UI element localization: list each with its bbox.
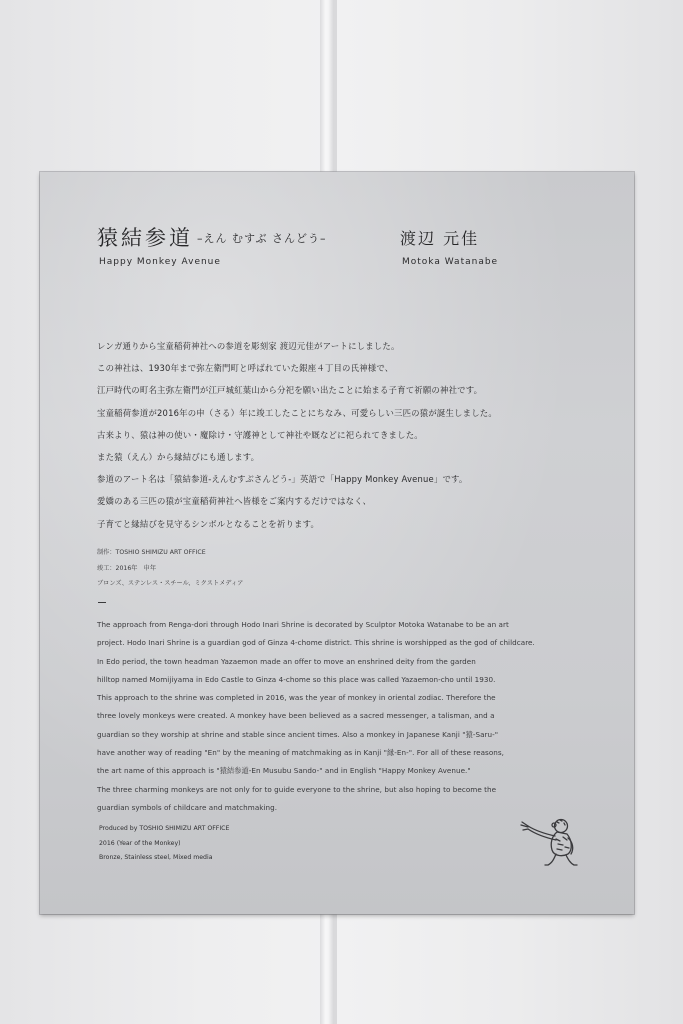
text-line: This approach to the shrine was completed in 2016, was the year of monkey in oriental zodiac. Therefore the bbox=[97, 693, 496, 703]
text-line: guardian so they worship at shrine and stable since ancient times. Also a monkey in Japanese Kanji "猿-Saru-" bbox=[97, 729, 499, 739]
plaque-title-japanese bbox=[97, 222, 326, 252]
text-line: project. Hodo Inari Shrine is a guardian god of Ginza 4-chome district. This shrine is worshipped as the god of childcare. bbox=[97, 638, 535, 648]
author-name-english: Motoka Watanabe bbox=[402, 257, 499, 267]
credit-line: Bronze, Stainless steel, Mixed media bbox=[99, 854, 213, 861]
text-line: この神社は、1930年まで弥左衛門町と呼ばれていた銀座４丁目の氏神様で、 bbox=[97, 363, 394, 374]
text-line: 宝童稲荷参道が2016年の申（さる）年に竣工したことにちなみ、可愛らしい三匹の猿が誕生しました。 bbox=[97, 407, 497, 418]
description-english bbox=[97, 616, 587, 817]
text-line: また猿（えん）から縁結びにも通します。 bbox=[97, 452, 260, 463]
credit-line: 竣工：2016年 申年 bbox=[97, 564, 157, 572]
credit-line: Produced by TOSHIO SHIMIZU ART OFFICE bbox=[99, 825, 230, 832]
credit-line: 制作：TOSHIO SHIMIZU ART OFFICE bbox=[97, 549, 206, 556]
text-line: 古来より、猿は神の使い・魔除け・守護神として神社や厩などに祀られてきました。 bbox=[97, 429, 423, 440]
text-line: レンガ通りから宝童稲荷神社への参道を彫刻家 渡辺元佳がアートにしました。 bbox=[97, 341, 400, 351]
text-line: 参道のアート名は「猿結参道-えんむすぶさんどう-」英語で「Happy Monkey Avenue」です。 bbox=[97, 474, 468, 485]
text-line: 愛嬌のある三匹の猿が宝童稲荷神社へ皆様をご案内するだけではなく、 bbox=[97, 496, 372, 507]
text-line: The approach from Renga-dori through Hodo Inari Shrine is decorated by Sculptor Motoka Watanabe to be an art bbox=[97, 620, 509, 629]
text-line: The three charming monkeys are not only for to guide everyone to the shrine, but also hoping to become the bbox=[97, 784, 497, 794]
credits-english bbox=[99, 822, 229, 866]
plaque-title-english: Happy Monkey Avenue bbox=[99, 257, 221, 267]
text-line: guardian symbols of childcare and matchmaking. bbox=[97, 802, 278, 812]
title-japanese-text: 猿結参道 bbox=[97, 226, 193, 250]
monkey-silhouette-icon bbox=[510, 809, 580, 869]
credit-line: ブロンズ、ステンレス・スチール、ミクストメディア bbox=[97, 580, 244, 587]
author-name-japanese: 渡辺 元佳 bbox=[400, 229, 480, 248]
information-plaque bbox=[40, 172, 634, 914]
text-line: have another way of reading "En" by the meaning of matchmaking as in Kanji "縁-En-". For all of these reasons, bbox=[97, 748, 505, 758]
text-line: hilltop named Momijiyama in Edo Castle to Ginza 4-chome so this place was called Yazaemon-cho until 1930. bbox=[97, 674, 496, 684]
text-line: three lovely monkeys were created. A monkey have been believed as a sacred messenger, a talisman, and a bbox=[97, 711, 495, 721]
credits-japanese bbox=[97, 545, 243, 592]
credit-line: 2016 (Year of the Monkey) bbox=[99, 839, 181, 847]
description-japanese bbox=[97, 335, 617, 535]
text-line: the art name of this approach is "猿結参道-En Musubu Sando-" and in English "Happy Monkey Avenue." bbox=[97, 766, 471, 776]
section-divider bbox=[98, 602, 106, 603]
text-line: In Edo period, the town headman Yazaemon made an offer to move an enshrined deity from the garden bbox=[97, 656, 476, 666]
title-japanese-reading: –えん むすぶ さんどう– bbox=[197, 232, 327, 245]
text-line: 子育てと縁結びを見守るシンボルとなることを祈ります。 bbox=[97, 518, 320, 529]
text-line: 江戸時代の町名主弥左衛門が江戸城紅葉山から分祀を願い出たことに始まる子育て祈願の神社です。 bbox=[97, 385, 483, 396]
